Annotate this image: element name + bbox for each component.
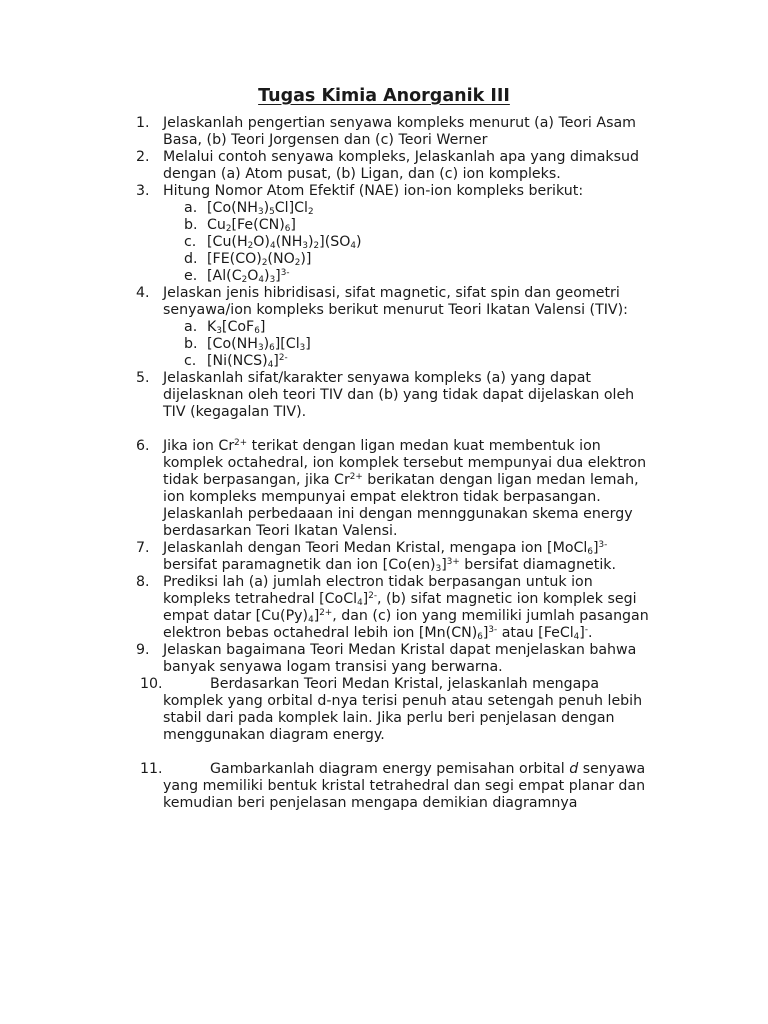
question-text: Jelaskanlah sifat/karakter senyawa kompleks (a) yang dapat dijelasknan oleh teori TIV dan (b) yang tidak dapat dijelaskan oleh TIV (kegagalan TIV). <box>163 370 635 420</box>
sub-item <box>184 268 656 285</box>
question-8 <box>136 574 656 642</box>
sub-item-label: b. <box>184 217 198 233</box>
formula: $[Co(NH_3)_5Cl]Cl_2$ <box>207 200 314 218</box>
question-number: 3. <box>136 183 150 199</box>
sub-item-label: d. <box>184 251 198 267</box>
question-7 <box>136 540 656 574</box>
question-number: 6. <box>136 438 150 454</box>
blank-line <box>136 744 656 761</box>
question-number: 11. <box>140 761 163 777</box>
question-text: Jika ion $Cr^{2+}$ terikat dengan ligan medan kuat membentuk ion komplek octahedral, ion komplek tersebut mempunyai dua elektron tidak berpasangan, jika $Cr^{2+}$ berikatan dengan ligan medan lemah, ion kompleks mempunyai empat elektron tidak berpasangan. Jelaskanlah perbedaaan ini dengan mennggunakan skema energy berdasarkan Teori Ikatan Valensi. <box>163 438 647 539</box>
sub-item <box>184 353 656 370</box>
question-number: 9. <box>136 642 150 658</box>
question-text: Prediksi lah (a) jumlah electron tidak berpasangan untuk ion kompleks tetrahedral [CoCl$_4$]$^{2-}$, (b) sifat magnetic ion komplek segi empat datar $[Cu(Py)_4]^{2+}$, dan (c) ion yang memiliki jumlah pasangan elektron bebas octahedral lebih ion $[Mn(CN)_6]^{3-}$ atau [FeCl$_4$]-. <box>163 574 649 643</box>
sub-item <box>184 200 656 217</box>
question-number: 10. <box>140 676 163 692</box>
question-number: 5. <box>136 370 150 386</box>
question-1 <box>136 115 656 149</box>
question-10 <box>136 676 656 744</box>
question-number: 8. <box>136 574 150 590</box>
question-text: Jelaskan bagaimana Teori Medan Kristal dapat menjelaskan bahwa banyak senyawa logam transisi yang berwarna. <box>163 642 637 675</box>
sub-item-label: a. <box>184 200 198 216</box>
sub-item-label: e. <box>184 268 198 284</box>
sub-item <box>184 251 656 268</box>
question-2 <box>136 149 656 183</box>
question-text: Melalui contoh senyawa kompleks, Jelaskanlah apa yang dimaksud dengan (a) Atom pusat, (b) Ligan, dan (c) ion kompleks. <box>163 149 640 182</box>
formula: $[Al(C_2O_4)_3]^{3-}$ <box>207 268 290 286</box>
question-3 <box>136 183 656 200</box>
formula: $[Cu(H_2O)_4(NH_3)_2](SO_4)$ <box>207 234 362 252</box>
page-title: Tugas Kimia Anorganik III <box>258 86 510 106</box>
question-text: Jelaskanlah pengertian senyawa kompleks menurut (a) Teori Asam Basa, (b) Teori Jorgensen dan (c) Teori Werner <box>163 115 636 148</box>
question-number: 4. <box>136 285 150 301</box>
question-text: Jelaskan jenis hibridisasi, sifat magnetic, sifat spin dan geometri senyawa/ion kompleks berikut menurut Teori Ikatan Valensi (TIV): <box>163 285 628 318</box>
question-number: 1. <box>136 115 150 131</box>
question-6 <box>136 438 656 540</box>
formula: $K_3[CoF_6]$ <box>207 319 266 337</box>
question-number: 2. <box>136 149 150 165</box>
question-5 <box>136 370 656 421</box>
formula: $Cu_2[Fe(CN)_6]$ <box>207 217 296 235</box>
sub-item-label: b. <box>184 336 198 352</box>
blank-line <box>136 421 656 438</box>
question-text: Jelaskanlah dengan Teori Medan Kristal, mengapa ion [MoCl$_6$]$^{3-}$ bersifat paramagnetik dan ion $[Co(en)_3]^{3+}$ bersifat diamagnetik. <box>163 540 617 575</box>
sub-item <box>184 319 656 336</box>
question-number: 7. <box>136 540 150 556</box>
sub-item <box>184 336 656 353</box>
sub-item <box>184 234 656 251</box>
question-11 <box>136 761 656 812</box>
sub-item <box>184 217 656 234</box>
question-list <box>136 115 656 812</box>
question-4 <box>136 285 656 319</box>
question-text: Hitung Nomor Atom Efektif (NAE) ion-ion kompleks berikut: <box>163 183 584 199</box>
sub-item-label: c. <box>184 353 197 369</box>
formula: $[Co(NH_3)_6][Cl_3]$ <box>207 336 311 354</box>
question-text: Gambarkanlah diagram energy pemisahan orbital d senyawa yang memiliki bentuk kristal tetrahedral dan segi empat planar dan kemudian beri penjelasan mengapa demikian diagramnya <box>163 761 646 811</box>
sub-item-label: a. <box>184 319 198 335</box>
formula: $[FE(CO)_2(NO_2)]$ <box>207 251 312 269</box>
question-text: Berdasarkan Teori Medan Kristal, jelaskanlah mengapa komplek yang orbital d-nya terisi penuh atau setengah penuh lebih stabil dari pada komplek lain. Jika perlu beri penjelasan dengan menggunakan diagram energy. <box>163 676 643 743</box>
sub-item-label: c. <box>184 234 197 250</box>
formula: $[Ni(NCS)_4]^{2-}$ <box>207 353 288 371</box>
question-9 <box>136 642 656 676</box>
